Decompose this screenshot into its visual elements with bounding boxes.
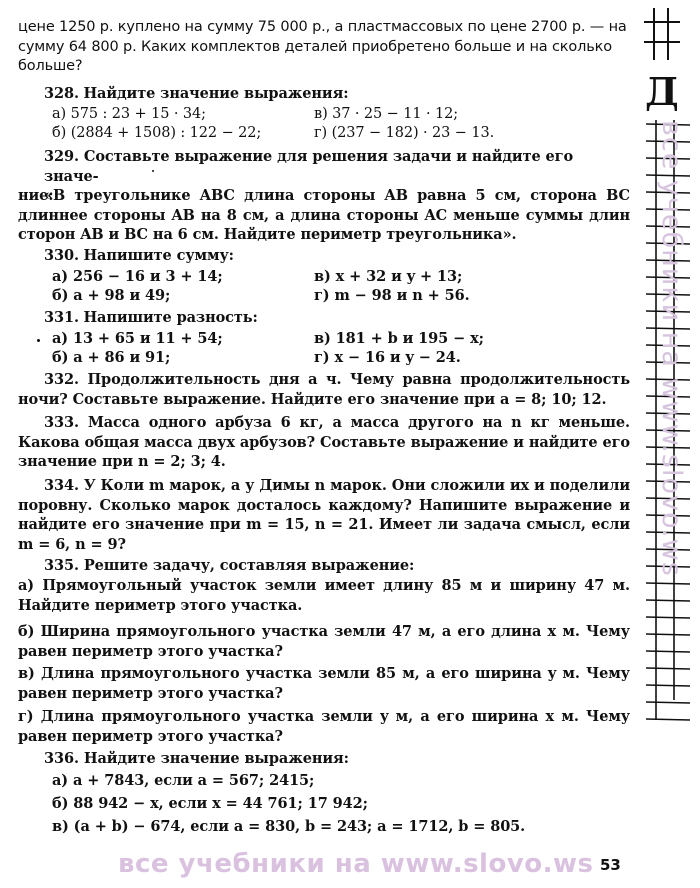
task-number: 333. [44,414,79,431]
task-heading: Напишите разность: [83,309,258,326]
task-text: Продолжительность дня a ч. Чему равна продолжительность ночи? Составьте выражение. Найдите его значение при a = 8; 10; 12. [18,371,630,408]
task-329-text: «В треугольнике ABC длина стороны AB равна 5 см, сторона BC длиннее стороны AB на 8 см, а длина стороны AC меньше суммы длин сторон AB и BC на 6 см. Найдите периметр треугольника». [18,187,630,243]
task-335-v: в) Длина прямоугольного участка земли 85 м, а его ширина y м. Чему равен периметр этого участка? [18,665,630,702]
item-v: в) x + 32 и y + 13; [314,267,463,285]
task-335-b: б) Ширина прямоугольного участка земли 47 м, а его длина x м. Чему равен периметр этого участка? [18,623,630,660]
task-336 [18,749,630,838]
task-number: 335. [44,557,79,574]
intro-paragraph: цене 1250 р. куплено на сумму 75 000 р., а пластмассовых по цене 2700 р. — на сумму 64 800 р. Каких комплектов деталей приобретено больше и на сколько больше? [18,19,627,74]
task-333 [18,413,630,472]
watermark-vertical-text: все учебники на www.slovo.ws [656,120,687,577]
item-a: а) a + 7843, если a = 567; 2415; [52,771,315,789]
task-number: 331. [44,309,79,326]
item-b: б) a + 86 и 91; [52,349,171,366]
section-letter: Д [645,69,679,114]
task-heading: Составьте выражение для решения задачи и найдите его значе- [44,148,574,185]
task-335-g: г) Длина прямоугольного участка земли y м, а его ширина x м. Чему равен периметр этого участка? [18,708,630,745]
task-331 [18,308,630,368]
item-v: в) (a + b) − 674, если a = 830, b = 243; a = 1712, b = 805. [52,817,526,835]
item-g: г) m − 98 и n + 56. [314,287,470,304]
print-speck [37,339,40,342]
task-number: 330. [44,247,79,264]
item-a: а) 13 + 65 и 11 + 54; [52,329,223,347]
task-335-a: а) Прямоугольный участок земли имеет длину 85 м и ширину 47 м. Найдите периметр этого участка. [18,577,630,614]
task-number: 329. [44,148,79,165]
task-heading: Решите задачу, составляя выражение: [83,557,415,574]
task-330 [18,246,630,306]
item-g: г) x − 16 и y − 24. [314,349,461,366]
page-number: 53 [600,856,621,874]
watermark-bottom: все учебники на www.slovo.ws [118,849,594,879]
print-speck [152,170,154,172]
task-number: 336. [44,750,79,767]
watermark-vertical [657,120,687,680]
item-v: в) 37 · 25 − 11 · 12; [314,105,459,122]
task-text: Масса одного арбуза 6 кг, а масса другого на n кг меньше. Какова общая масса двух арбузов? Составьте выражение и найдите его значение при n = 2; 3; 4. [18,414,630,470]
task-heading: Найдите значение выражения: [83,750,349,767]
task-number: 332. [44,371,79,388]
task-heading-cont: ние: [18,187,54,204]
task-heading: Напишите сумму: [83,247,234,264]
item-a: а) 575 : 23 + 15 · 34; [52,105,206,122]
item-v: в) 181 + b и 195 − x; [314,329,484,347]
task-334 [18,476,630,554]
item-b: б) (2884 + 1508) : 122 − 22; [52,125,262,141]
item-b: б) 88 942 − x, если x = 44 761; 17 942; [52,794,368,812]
item-b: б) a + 98 и 49; [52,287,171,304]
task-335 [18,556,630,576]
task-332 [18,370,630,409]
item-a: а) 256 − 16 и 3 + 14; [52,267,223,285]
task-number: 334. [44,477,79,494]
task-text: У Коли m марок, а у Димы n марок. Они сложили их и поделили поровну. Сколько марок досталось каждому? Напишите выражение и найдите его значение при m = 15, n = 21. Имеет ли задача смысл, если m = 6, n = 9? [18,477,630,553]
item-g: г) (237 − 182) · 23 − 13. [314,125,495,141]
task-heading: Найдите значение выражения: [83,85,349,102]
task-number: 328. [44,85,79,102]
task-328 [18,84,630,144]
